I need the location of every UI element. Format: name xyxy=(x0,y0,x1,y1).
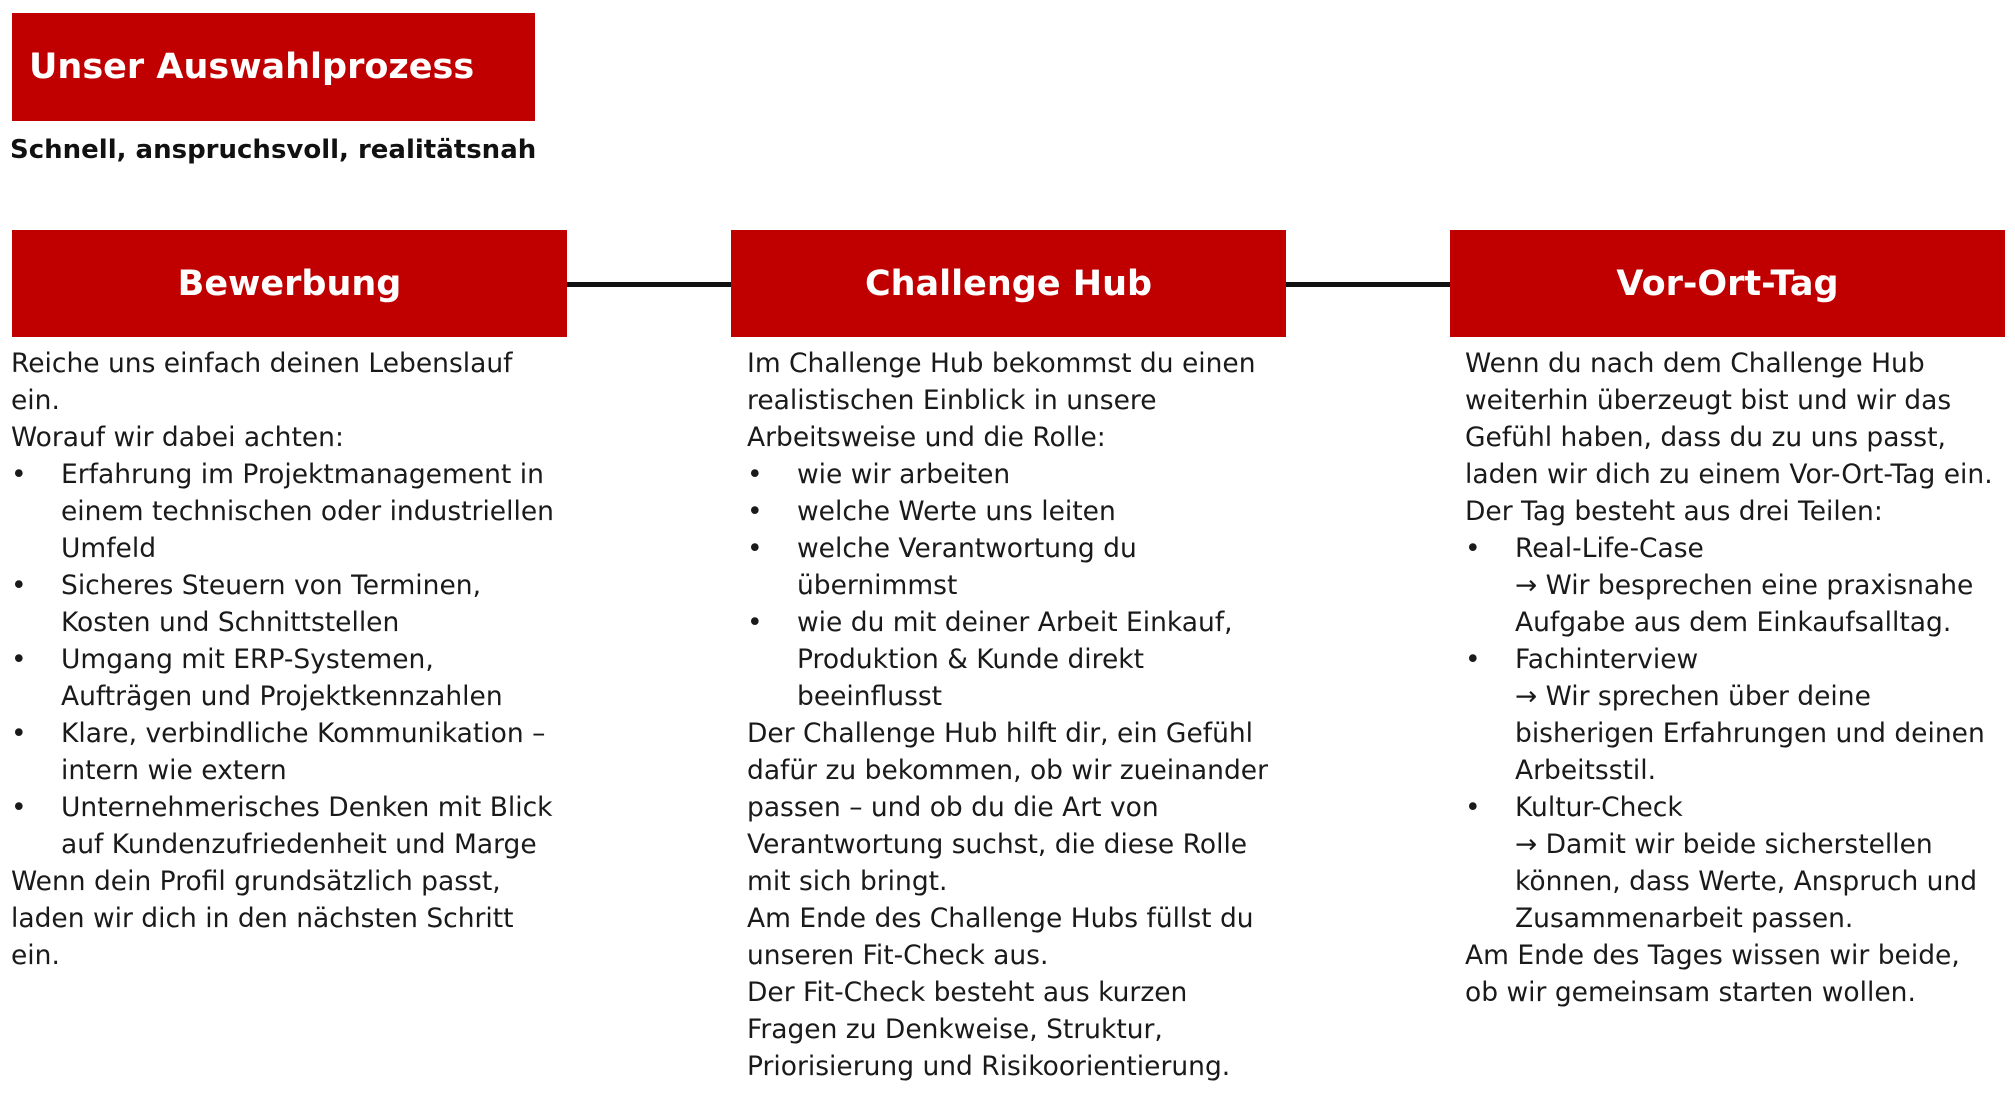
list-item-detail: → Wir sprechen über deine bisherigen Erfahrungen und deinen Arbeitsstil. xyxy=(1515,681,1985,786)
list-item xyxy=(1465,641,1997,789)
list-item-label: Kultur-Check xyxy=(1515,792,1683,823)
list-item-text: wie du mit deiner Arbeit Einkauf, Produktion & Kunde direkt beeinflusst xyxy=(797,607,1233,712)
list-item-text: Sicheres Steuern von Terminen, Kosten und Schnittstellen xyxy=(61,570,481,638)
bullet-icon: • xyxy=(1465,644,1481,675)
list-item-text: welche Werte uns leiten xyxy=(797,496,1116,527)
list-item xyxy=(11,456,559,567)
list-item xyxy=(747,530,1279,604)
paragraph: Am Ende des Challenge Hubs füllst du unseren Fit-Check aus. xyxy=(747,903,1254,971)
paragraph: Am Ende des Tages wissen wir beide, ob wir gemeinsam starten wollen. xyxy=(1465,940,1960,1008)
step-header-bewerbung: Bewerbung xyxy=(12,230,567,337)
list-item-label: Fachinterview xyxy=(1515,644,1699,675)
bullet-icon: • xyxy=(11,644,27,675)
step-body-vor-ort-tag xyxy=(1465,345,1997,1011)
list-item-label: Real-Life-Case xyxy=(1515,533,1704,564)
list-item xyxy=(1465,789,1997,937)
list-item xyxy=(747,604,1279,715)
step-header-challenge-hub: Challenge Hub xyxy=(731,230,1286,337)
paragraph: Der Tag besteht aus drei Teilen: xyxy=(1465,496,1883,527)
bullet-icon: • xyxy=(11,459,27,490)
list-item xyxy=(747,493,1279,530)
page-subtitle: Schnell, anspruchsvoll, realitätsnah xyxy=(10,135,537,165)
bullet-icon: • xyxy=(11,792,27,823)
paragraph: Worauf wir dabei achten: xyxy=(11,422,344,453)
list-item-text: Klare, verbindliche Kommunikation – intern wie extern xyxy=(61,718,546,786)
bullet-icon: • xyxy=(747,607,763,638)
paragraph: Wenn dein Profil grundsätzlich passt, laden wir dich in den nächsten Schritt ein. xyxy=(11,866,514,971)
list-item-text: wie wir arbeiten xyxy=(797,459,1011,490)
paragraph: Wenn du nach dem Challenge Hub weiterhin überzeugt bist und wir das Gefühl haben, dass du zu uns passt, laden wir dich zu einem Vor-Ort-Tag ein. xyxy=(1465,348,1993,490)
bullet-icon: • xyxy=(1465,792,1481,823)
paragraph: Der Challenge Hub hilft dir, ein Gefühl dafür zu bekommen, ob wir zueinander passen – und ob du die Art von Verantwortung suchst, die diese Rolle mit sich bringt. xyxy=(747,718,1268,897)
list-item-text: Erfahrung im Projektmanagement in einem technischen oder industriellen Umfeld xyxy=(61,459,554,564)
list-item xyxy=(1465,530,1997,641)
paragraph: Reiche uns einfach deinen Lebenslauf ein. xyxy=(11,348,513,416)
connector-line xyxy=(567,282,731,287)
list-item-text: Unternehmerisches Denken mit Blick auf Kundenzufriedenheit und Marge xyxy=(61,792,553,860)
bullet-icon: • xyxy=(747,533,763,564)
bullet-icon: • xyxy=(1465,533,1481,564)
bullet-icon: • xyxy=(11,570,27,601)
list-item xyxy=(747,456,1279,493)
list-item-detail: → Damit wir beide sicherstellen können, dass Werte, Anspruch und Zusammenarbeit passen. xyxy=(1515,829,1978,934)
list-item-text: welche Verantwortung du übernimmst xyxy=(797,533,1137,601)
day-parts-list xyxy=(1465,530,1997,937)
bullet-icon: • xyxy=(747,459,763,490)
connector-line xyxy=(1286,282,1450,287)
bullet-icon: • xyxy=(747,496,763,527)
list-item xyxy=(11,641,559,715)
step-body-challenge-hub xyxy=(747,345,1279,1085)
list-item xyxy=(11,789,559,863)
list-item xyxy=(11,715,559,789)
paragraph: Im Challenge Hub bekommst du einen realistischen Einblick in unsere Arbeitsweise und die Rolle: xyxy=(747,348,1256,453)
paragraph: Der Fit-Check besteht aus kurzen Fragen zu Denkweise, Struktur, Priorisierung und Risikoorientierung. xyxy=(747,977,1231,1082)
page-title: Unser Auswahlprozess xyxy=(12,13,535,121)
list-item xyxy=(11,567,559,641)
bullet-icon: • xyxy=(11,718,27,749)
step-body-bewerbung xyxy=(11,345,559,974)
criteria-list xyxy=(11,456,559,863)
step-header-vor-ort-tag: Vor-Ort-Tag xyxy=(1450,230,2005,337)
list-item-detail: → Wir besprechen eine praxisnahe Aufgabe aus dem Einkaufsalltag. xyxy=(1515,570,1974,638)
insight-list xyxy=(747,456,1279,715)
list-item-text: Umgang mit ERP-Systemen, Aufträgen und Projektkennzahlen xyxy=(61,644,503,712)
